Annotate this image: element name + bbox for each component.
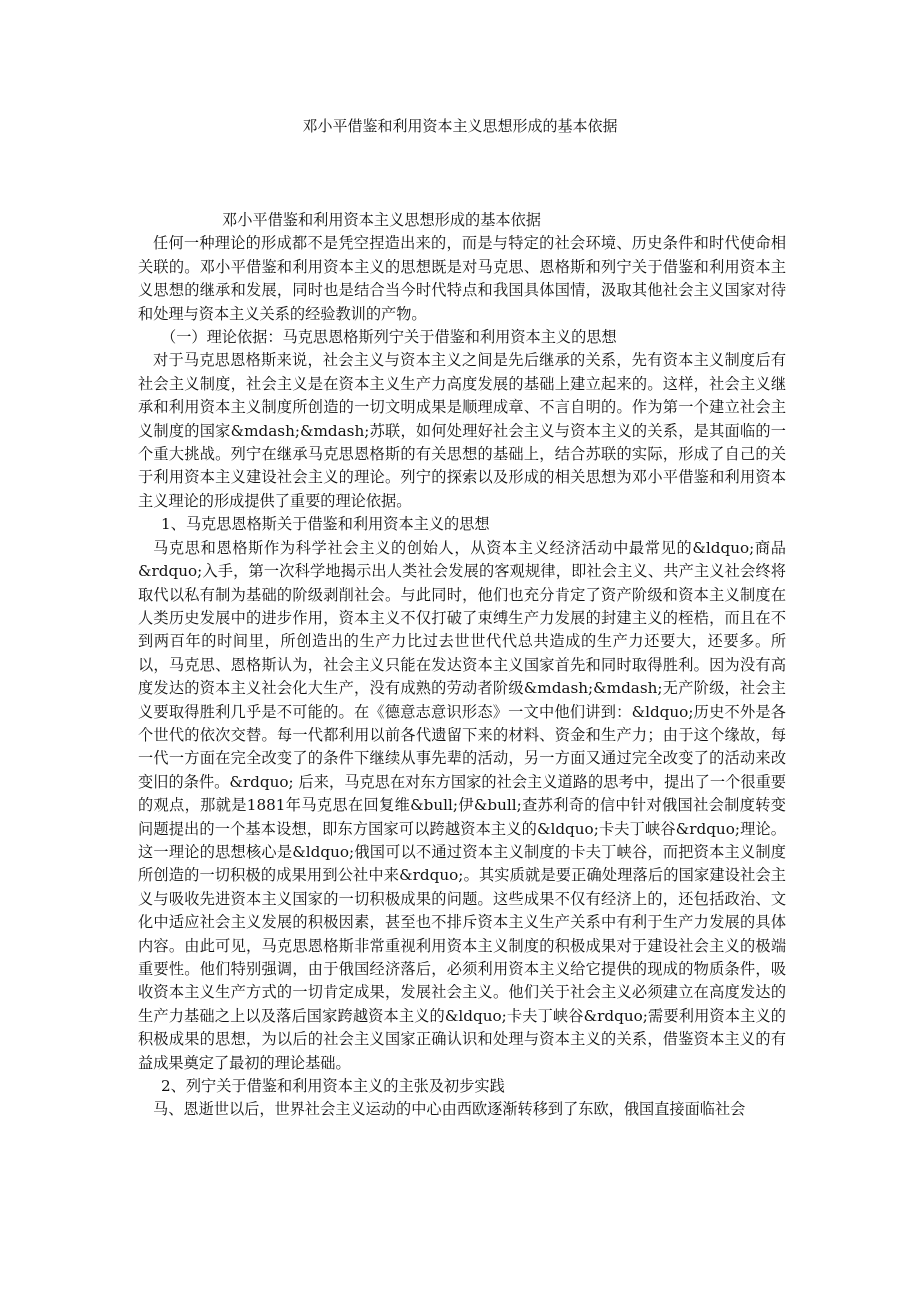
paragraph-lenin-intro: 马、恩逝世以后，世界社会主义运动的中心由西欧逐渐转移到了东欧，俄国直接面临社会 bbox=[153, 1100, 746, 1119]
subsection-heading-1: 1、马克思恩格斯关于借鉴和利用资本主义的思想 bbox=[161, 515, 490, 534]
section-heading-1: （一）理论依据：马克思恩格斯列宁关于借鉴和利用资本主义的思想 bbox=[161, 328, 617, 347]
subsection-heading-2: 2、列宁关于借鉴和利用资本主义的主张及初步实践 bbox=[161, 1077, 505, 1096]
document-body bbox=[138, 209, 786, 1122]
document-subtitle: 邓小平借鉴和利用资本主义思想形成的基本依据 bbox=[222, 211, 541, 229]
paragraph-intro: 任何一种理论的形成都不是凭空捏造出来的，而是与特定的社会环境、历史条件和时代使命相关联的。邓小平借鉴和利用资本主义的思想既是对马克思、恩格斯和列宁关于借鉴和利用资本主义思想的继承和发展，同时也是结合当今时代特点和我国具体国情，汲取其他社会主义国家对待和处理与资本主义关系的经验教训的产物。 bbox=[138, 234, 786, 323]
paragraph-marx-engels-relation: 对于马克思恩格斯来说，社会主义与资本主义之间是先后继承的关系，先有资本主义制度后有社会主义制度，社会主义是在资本主义生产力高度发展的基础上建立起来的。这样，社会主义继承和利用资本主义制度所创造的一切文明成果是顺理成章、不言自明的。作为第一个建立社会主义制度的国家&mdash;&mdash;苏联，如何处理好社会主义与资本主义的关系，是其面临的一个重大挑战。列宁在继承马克思恩格斯的有关思想的基础上，结合苏联的实际，形成了自己的关于利用资本主义建设社会主义的理论。列宁的探索以及形成的相关思想为邓小平借鉴和利用资本主义理论的形成提供了重要的理论依据。 bbox=[138, 351, 786, 510]
document-title: 邓小平借鉴和利用资本主义思想形成的基本依据 bbox=[302, 117, 618, 135]
paragraph-marx-engels-thought: 马克思和恩格斯作为科学社会主义的创始人，从资本主义经济活动中最常见的&ldquo;商品&rdquo;入手，第一次科学地揭示出人类社会发展的客观规律，即社会主义、共产主义社会终将取代以私有制为基础的阶级剥削社会。与此同时，他们也充分肯定了资产阶级和资本主义制度在人类历史发展中的进步作用，资本主义不仅打破了束缚生产力发展的封建主义的桎梏，而且在不到两百年的时间里，所创造出的生产力比过去世世代代总共造成的生产力还要大，还要多。所以，马克思、恩格斯认为，社会主义只能在发达资本主义国家首先和同时取得胜利。因为没有高度发达的资本主义社会化大生产，没有成熟的劳动者阶级&mdash;&mdash;无产阶级，社会主义要取得胜利几乎是不可能的。在《德意志意识形态》一文中他们讲到：&ldquo;历史不外是各个世代的依次交替。每一代都利用以前各代遗留下来的材料、资金和生产力；由于这个缘故，每一代一方面在完全改变了的条件下继续从事先辈的活动，另一方面又通过完全改变了的活动来改变旧的条件。&rdquo; 后来，马克思在对东方国家的社会主义道路的思考中，提出了一个很重要的观点，那就是1881年马克思在回复维&bull;伊&bull;查苏利奇的信中针对俄国社会制度转变问题提出的一个基本设想，即东方国家可以跨越资本主义的&ldquo;卡夫丁峡谷&rdquo;理论。这一理论的思想核心是&ldquo;俄国可以不通过资本主义制度的卡夫丁峡谷，而把资本主义制度所创造的一切积极的成果用到公社中来&rdquo;。其实质就是要正确处理落后的国家建设社会主义与吸收先进资本主义国家的一切积极成果的问题。这些成果不仅有经济上的，还包括政治、文化中适应社会主义发展的积极因素，甚至也不排斥资本主义生产关系中有利于生产力发展的具体内容。由此可见，马克思恩格斯非常重视利用资本主义制度的积极成果对于建设社会主义的极端重要性。他们特别强调，由于俄国经济落后，必须利用资本主义给它提供的现成的物质条件，吸收资本主义生产方式的一切肯定成果，发展社会主义。他们关于社会主义必须建立在高度发达的生产力基础之上以及落后国家跨越资本主义的&ldquo;卡夫丁峡谷&rdquo;需要利用资本主义的积极成果的思想，为以后的社会主义国家正确认识和处理与资本主义的关系，借鉴资本主义的有益成果奠定了最初的理论基础。 bbox=[138, 538, 786, 1072]
